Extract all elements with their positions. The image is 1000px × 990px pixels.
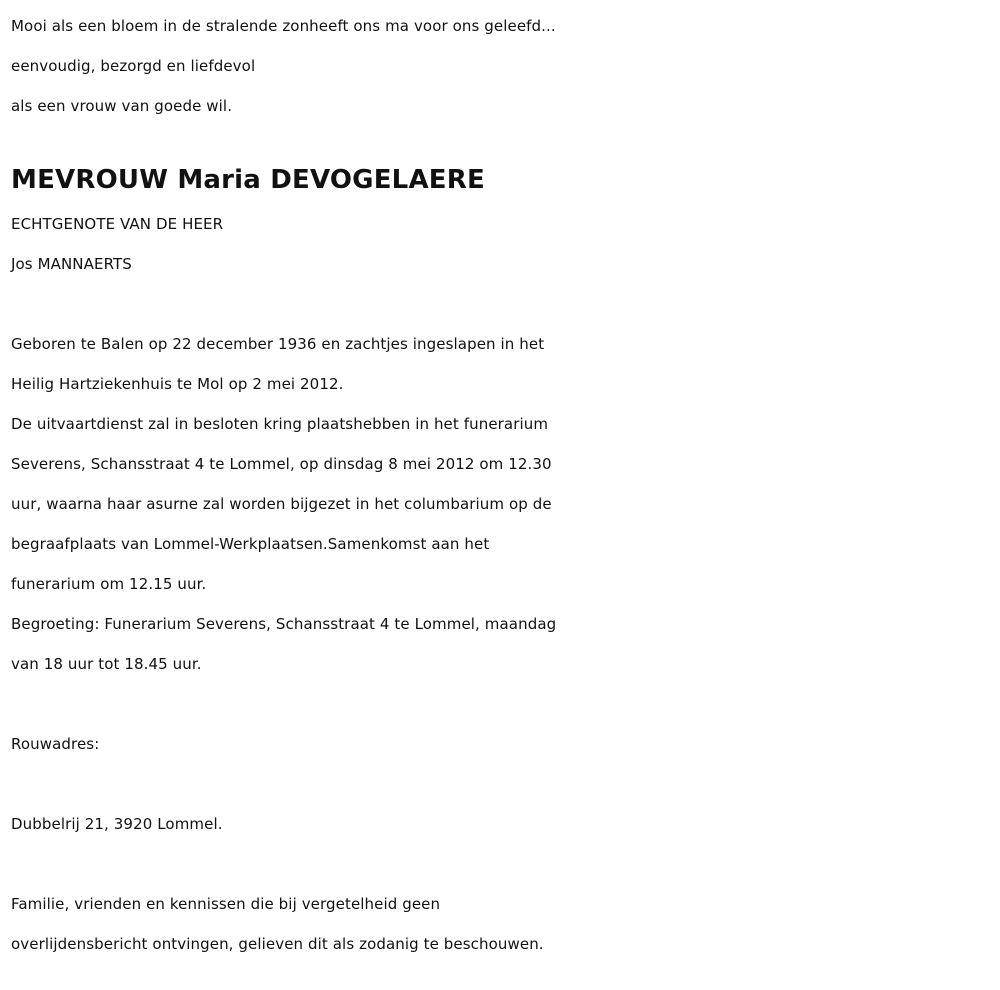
details-line: begraafplaats van Lommel-Werkplaatsen.Samenkomst aan het [11,535,490,553]
closing-section [11,884,991,964]
details-section [11,324,991,684]
details-line: Heilig Hartziekenhuis te Mol op 2 mei 2012. [11,375,344,393]
poem-line-1: Mooi als een bloem in de stralende zonheeft ons ma voor ons geleefd... [11,17,556,35]
poem-line-2: eenvoudig, bezorgd en liefdevol [11,57,256,75]
spacer [11,684,991,724]
spacer [11,764,991,804]
address-value: Dubbelrij 21, 3920 Lommel. [11,815,223,833]
spouse-line-2: Jos MANNAERTS [11,255,132,273]
spacer [11,284,991,324]
poem-line-3: als een vrouw van goede wil. [11,97,233,115]
details-line: uur, waarna haar asurne zal worden bijgezet in het columbarium op de [11,495,552,513]
details-line: De uitvaartdienst zal in besloten kring plaatshebben in het funerarium [11,415,549,433]
obituary-document [11,6,991,964]
closing-line-2: overlijdensbericht ontvingen, gelieven dit als zodanig te beschouwen. [11,935,544,953]
details-line: Begroeting: Funerarium Severens, Schansstraat 4 te Lommel, maandag [11,615,557,633]
details-line: Severens, Schansstraat 4 te Lommel, op dinsdag 8 mei 2012 om 12.30 [11,455,552,473]
details-line: van 18 uur tot 18.45 uur. [11,655,202,673]
address-label: Rouwadres: [11,735,100,753]
poem-section [11,6,991,126]
deceased-name: MEVROUW Maria DEVOGELAERE [11,165,485,195]
spacer [11,844,991,884]
details-line: funerarium om 12.15 uur. [11,575,207,593]
closing-line-1: Familie, vrienden en kennissen die bij vergetelheid geen [11,895,441,913]
details-line: Geboren te Balen op 22 december 1936 en zachtjes ingeslapen in het [11,335,545,353]
spouse-line-1: ECHTGENOTE VAN DE HEER [11,215,224,233]
